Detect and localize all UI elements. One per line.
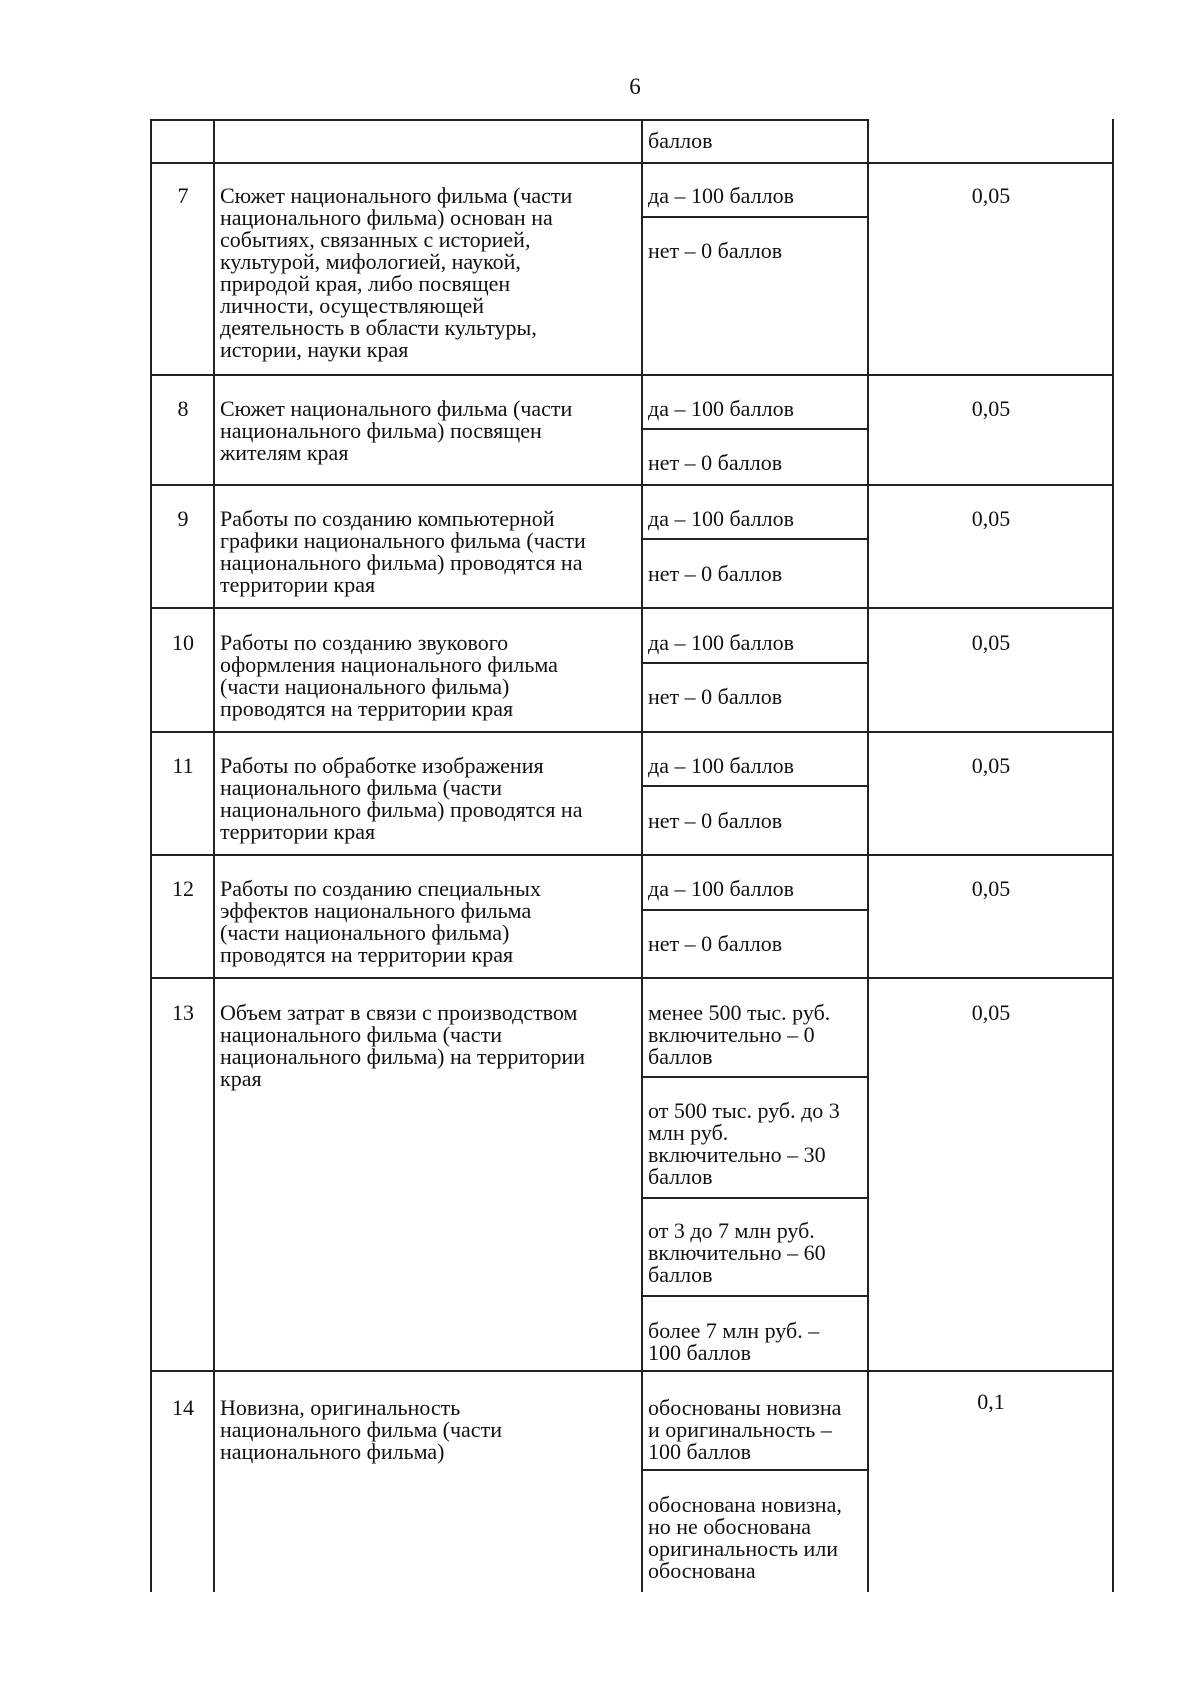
option-text: нет – 0 баллов: [648, 238, 783, 263]
option-text: да – 100 баллов: [648, 753, 794, 778]
criterion-text: Новизна, оригинальность национального фильма (части национального фильма): [220, 1395, 502, 1464]
option-text: нет – 0 баллов: [648, 808, 783, 833]
option-text: да – 100 баллов: [648, 506, 794, 531]
option-separator: [641, 1469, 869, 1471]
page-number: 6: [629, 74, 641, 99]
option-text: менее 500 тыс. руб. включительно – 0 баллов: [648, 1000, 831, 1069]
row-border-9: [150, 484, 1114, 486]
option-separator: [641, 1076, 869, 1078]
criterion-text: Сюжет национального фильма (части национального фильма) посвящен жителям края: [220, 396, 573, 465]
column-border-criterion: [641, 119, 643, 1592]
weight-value: 0,05: [971, 876, 1011, 901]
option-text: от 500 тыс. руб. до 3 млн руб. включительно – 30 баллов: [648, 1098, 840, 1189]
column-border-left: [150, 119, 152, 1592]
weight-value: 0,05: [971, 1000, 1011, 1025]
option-text: обоснованы новизна и оригинальность – 100 баллов: [648, 1395, 842, 1464]
row-number: 10: [172, 630, 194, 655]
option-separator: [641, 428, 869, 430]
column-border-right: [1112, 119, 1114, 1592]
row-number: 7: [177, 183, 189, 208]
row-border-13: [150, 977, 1114, 979]
option-text: от 3 до 7 млн руб. включительно – 60 баллов: [648, 1218, 826, 1287]
weight-value: 0,05: [971, 183, 1011, 208]
criterion-text: Объем затрат в связи с производством национального фильма (части национального фильма) на территории края: [220, 1000, 586, 1091]
weight-value: 0,05: [971, 396, 1011, 421]
option-separator: [641, 538, 869, 540]
continuation-text: баллов: [648, 128, 713, 153]
row-border-top: [150, 119, 869, 121]
row-border-11: [150, 731, 1114, 733]
weight-value: 0,05: [971, 753, 1011, 778]
column-border-options: [867, 119, 869, 1592]
row-border-8: [150, 374, 1114, 376]
criterion-text: Сюжет национального фильма (части национального фильма) основан на событиях, связанных с историей, культурой, мифологией, наукой, природой края, либо посвящен личности, осуществляющей деятельность в области культуры, истории, науки края: [220, 183, 573, 362]
row-border-12: [150, 854, 1114, 856]
option-text: обоснована новизна, но не обоснована оригинальность или обоснована: [648, 1492, 842, 1583]
column-border-number: [213, 119, 215, 1592]
row-border-14: [150, 1370, 1114, 1372]
row-number: 13: [172, 1000, 194, 1025]
criterion-text: Работы по созданию звукового оформления национального фильма (части национального фильма) проводятся на территории края: [220, 630, 558, 721]
option-separator: [641, 909, 869, 911]
option-separator: [641, 785, 869, 787]
option-text: да – 100 баллов: [648, 183, 794, 208]
row-number: 12: [172, 876, 194, 901]
option-text: нет – 0 баллов: [648, 561, 783, 586]
option-text: нет – 0 баллов: [648, 684, 783, 709]
option-text: да – 100 баллов: [648, 396, 794, 421]
option-text: нет – 0 баллов: [648, 450, 783, 475]
option-separator: [641, 1197, 869, 1199]
option-separator: [641, 216, 869, 218]
row-border-10: [150, 607, 1114, 609]
row-number: 11: [172, 753, 194, 778]
option-text: да – 100 баллов: [648, 630, 794, 655]
option-separator: [641, 1295, 869, 1297]
option-text: нет – 0 баллов: [648, 931, 783, 956]
row-number: 8: [177, 396, 189, 421]
option-text: более 7 млн руб. – 100 баллов: [648, 1318, 820, 1365]
row-number: 14: [172, 1395, 194, 1420]
row-border-7: [150, 162, 1114, 164]
criterion-text: Работы по обработке изображения национального фильма (части национального фильма) проводятся на территории края: [220, 753, 583, 844]
criterion-text: Работы по созданию специальных эффектов национального фильма (части национального фильма) проводятся на территории края: [220, 876, 541, 967]
option-separator: [641, 662, 869, 664]
criterion-text: Работы по созданию компьютерной графики национального фильма (части национального фильма) проводятся на территории края: [220, 506, 586, 597]
weight-value: 0,05: [971, 630, 1011, 655]
row-number: 9: [177, 506, 189, 531]
weight-value: 0,1: [977, 1389, 1005, 1414]
option-text: да – 100 баллов: [648, 876, 794, 901]
weight-value: 0,05: [971, 506, 1011, 531]
